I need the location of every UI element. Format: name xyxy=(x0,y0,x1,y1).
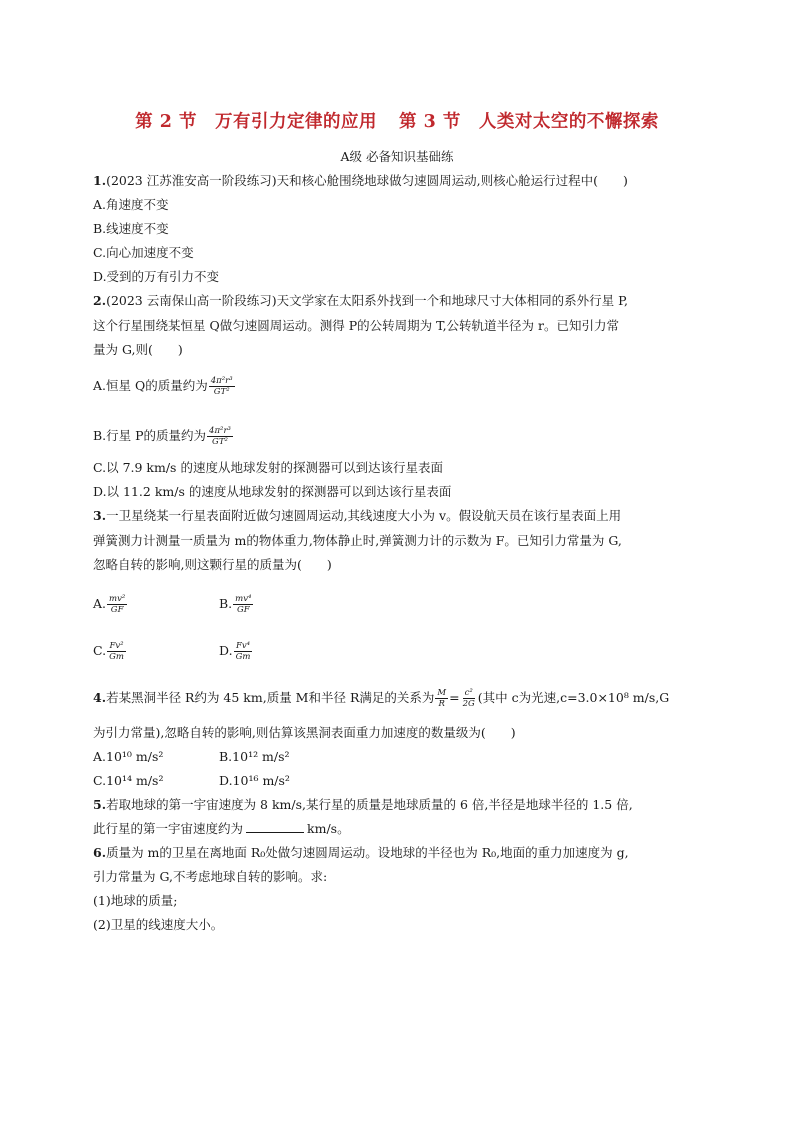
q1-option-c: C.向心加速度不变 xyxy=(93,245,194,260)
q1-option-a: A.角速度不变 xyxy=(93,197,169,212)
q1-stem xyxy=(93,173,628,189)
q5-unit: km/s。 xyxy=(307,821,350,836)
fraction-denominator: R xyxy=(438,699,445,709)
q2-option-a xyxy=(93,376,236,397)
q3-option-d xyxy=(219,641,253,662)
q5-number: 5. xyxy=(93,797,107,812)
q4-option-c: C.10¹⁴ m/s² xyxy=(93,773,164,788)
q5-answer-blank[interactable] xyxy=(246,821,304,833)
q5-line1-text: 若取地球的第一宇宙速度为 8 km/s,某行星的质量是地球质量的 6 倍,半径是地球半径的 1.5 倍, xyxy=(106,797,633,812)
q4-number: 4. xyxy=(93,690,107,705)
q2-option-d: D.以 11.2 km/s 的速度从地球发射的探测器可以到达该行星表面 xyxy=(93,484,452,499)
fraction-numerator: Fv² xyxy=(109,641,124,651)
level-heading: A级 必备知识基础练 xyxy=(340,149,454,164)
q3-option-a xyxy=(93,594,128,615)
q6-subquestion-1: (1)地球的质量; xyxy=(93,893,178,908)
q6-line1-text: 质量为 m的卫星在离地面 R₀处做匀速圆周运动。设地球的半径也为 R₀,地面的重力加速度为 g, xyxy=(106,845,629,860)
q2-stem-line2: 这个行星围绕某恒星 Q做匀速圆周运动。测得 P的公转周期为 T,公转轨道半径为 r。已知引力常 xyxy=(93,318,620,333)
fraction-numerator: c² xyxy=(464,688,473,698)
q3-option-b xyxy=(219,594,254,615)
fraction-denominator: GT² xyxy=(212,437,228,447)
q2-option-a-formula xyxy=(209,376,235,397)
fraction-numerator: 4π²r³ xyxy=(210,376,233,386)
q6-number: 6. xyxy=(93,845,107,860)
q3-option-c-label: C. xyxy=(93,643,107,658)
fraction-denominator: Gm xyxy=(109,652,124,662)
q1-option-b: B.线速度不变 xyxy=(93,221,169,236)
q3-option-a-label: A. xyxy=(93,596,107,611)
q3-stem-line1 xyxy=(93,508,621,524)
q2-stem-line1 xyxy=(93,293,628,309)
q4-formula-c2-over-2g xyxy=(461,688,477,709)
q3-option-d-formula xyxy=(234,641,253,662)
fraction-denominator: GT² xyxy=(213,387,230,397)
q5-stem-line2 xyxy=(93,821,350,837)
q4-option-b: B.10¹² m/s² xyxy=(219,749,290,764)
q1-number: 1. xyxy=(93,173,107,188)
q3-stem-line2: 弹簧测力计测量一质量为 m的物体重力,物体静止时,弹簧测力计的示数为 F。已知引力常量为 G, xyxy=(93,533,622,548)
q3-option-d-label: D. xyxy=(219,643,233,658)
q4-line1-text-a: 若某黑洞半径 R约为 45 km,质量 M和半径 R满足的关系为 xyxy=(106,690,435,705)
q4-stem-line1 xyxy=(93,688,669,709)
fraction-numerator: M xyxy=(437,688,447,698)
fraction-numerator: Fv⁴ xyxy=(235,641,251,651)
q3-option-c xyxy=(93,641,127,662)
q5-line2-text: 此行星的第一宇宙速度约为 xyxy=(93,821,244,836)
q4-option-d: D.10¹⁶ m/s² xyxy=(219,773,290,788)
q2-option-c: C.以 7.9 km/s 的速度从地球发射的探测器可以到达该行星表面 xyxy=(93,460,443,475)
q6-subquestion-2: (2)卫星的线速度大小。 xyxy=(93,917,224,932)
q4-equals-sign: = xyxy=(449,690,460,705)
q3-line1-text: 一卫星绕某一行星表面附近做匀速圆周运动,其线速度大小为 v。假设航天员在该行星表面上用 xyxy=(106,508,622,523)
q2-option-a-text: A.恒星 Q的质量约为 xyxy=(93,378,208,393)
q3-stem-line3: 忽略自转的影响,则这颗行星的质量为( ) xyxy=(93,557,332,572)
q5-stem-line1 xyxy=(93,797,633,813)
page-title xyxy=(0,108,794,133)
fraction-denominator: Gm xyxy=(235,652,251,662)
q3-number: 3. xyxy=(93,508,107,523)
fraction-numerator: mv⁴ xyxy=(235,594,252,604)
fraction-denominator: GF xyxy=(236,605,250,615)
q6-stem-line2: 引力常量为 G,不考虑地球自转的影响。求: xyxy=(93,869,328,884)
fraction-numerator: mv² xyxy=(109,594,126,604)
q3-option-b-formula xyxy=(233,594,253,615)
q3-option-a-formula xyxy=(107,594,127,615)
fraction-denominator: GF xyxy=(110,605,124,615)
title-section-2: 第 2 节 万有引力定律的应用 xyxy=(135,112,377,132)
q2-option-b-text: B.行星 P的质量约为 xyxy=(93,428,207,443)
fraction-numerator: 4π²r³ xyxy=(209,426,231,436)
q4-stem-line2: 为引力常量),忽略自转的影响,则估算该黑洞表面重力加速度的数量级为( ) xyxy=(93,725,516,740)
q2-option-b-formula xyxy=(207,426,233,447)
q4-formula-m-over-r xyxy=(435,688,448,709)
q2-stem-line3: 量为 G,则( ) xyxy=(93,342,183,357)
title-section-3: 第 3 节 人类对太空的不懈探索 xyxy=(399,112,659,132)
q2-option-b xyxy=(93,426,234,447)
fraction-denominator: 2G xyxy=(462,699,475,709)
q4-line1-text-b: (其中 c为光速,c=3.0×10⁸ m/s,G xyxy=(477,690,670,705)
q1-stem-text: (2023 江苏淮安高一阶段练习)天和核心舱围绕地球做匀速圆周运动,则核心舱运行过程中( ) xyxy=(106,173,628,188)
q2-number: 2. xyxy=(93,293,107,308)
q6-stem-line1 xyxy=(93,845,629,861)
q4-option-a: A.10¹⁰ m/s² xyxy=(93,749,164,764)
q2-line1-text: (2023 云南保山高一阶段练习)天文学家在太阳系外找到一个和地球尺寸大体相同的系外行星 P, xyxy=(106,293,628,308)
q3-option-b-label: B. xyxy=(219,596,233,611)
q1-option-d: D.受到的万有引力不变 xyxy=(93,269,220,284)
q3-option-c-formula xyxy=(107,641,126,662)
